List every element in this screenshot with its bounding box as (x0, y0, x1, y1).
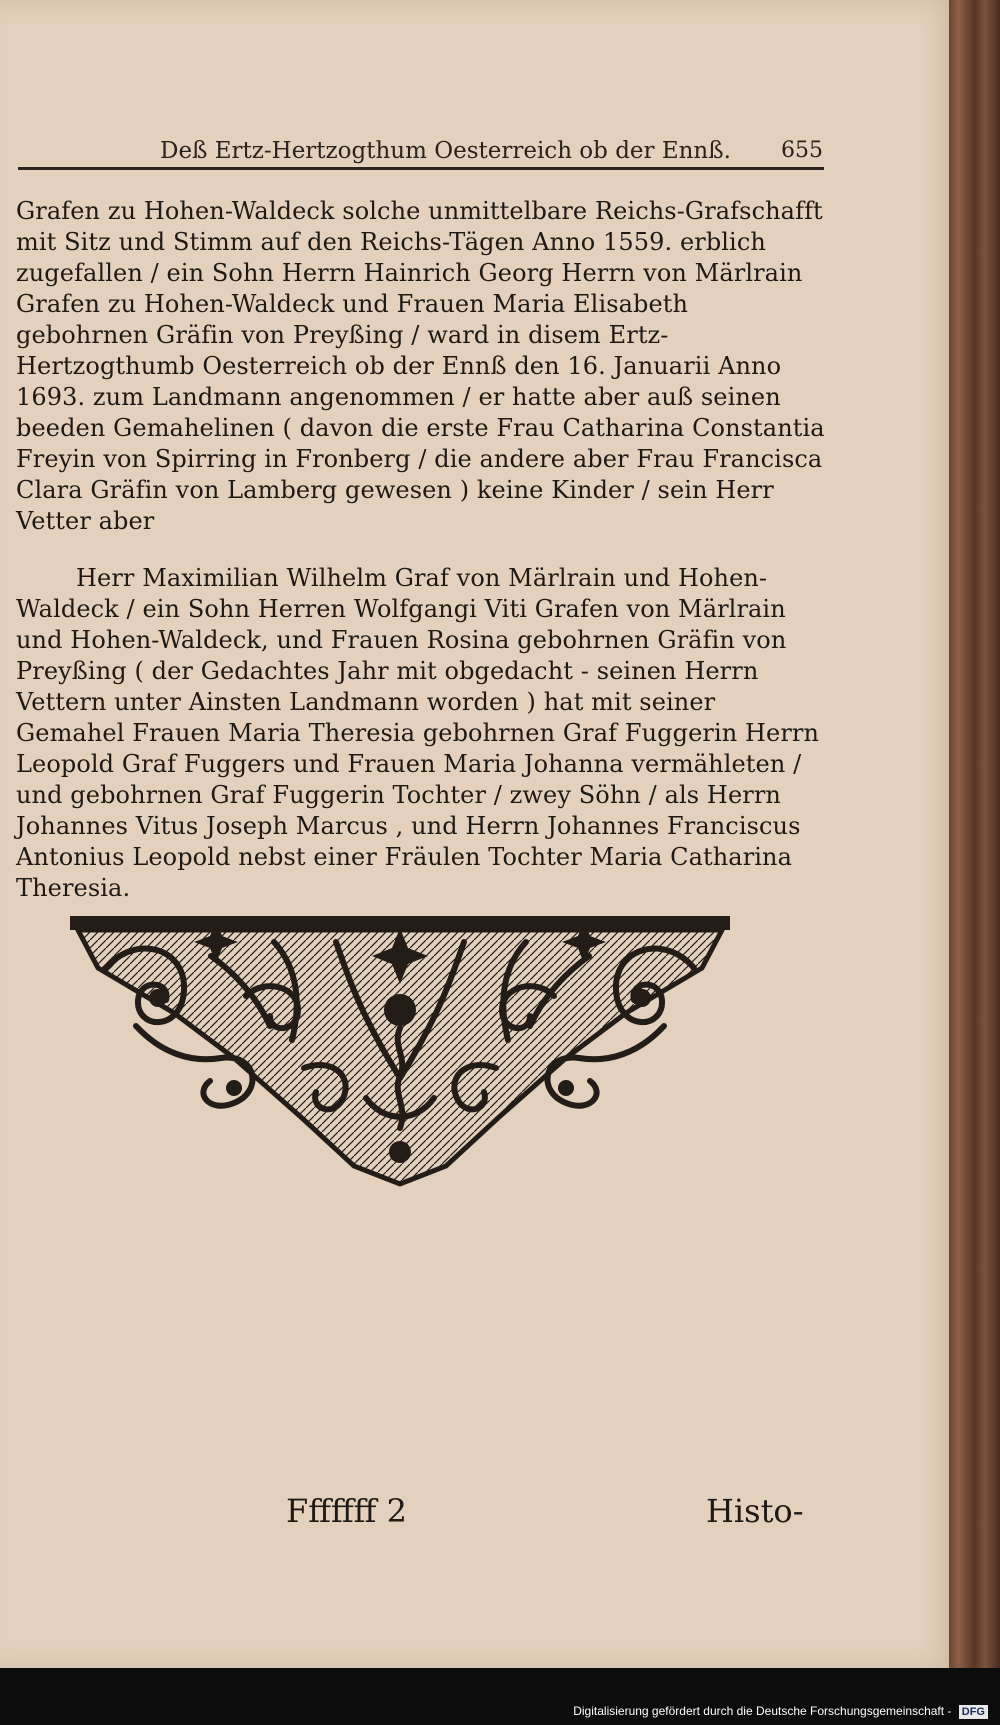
catchword: Histo- (706, 1492, 804, 1530)
footer-bar (0, 1668, 1000, 1725)
catchline (286, 1490, 826, 1540)
paragraph-1: Grafen zu Hohen-Waldeck solche unmittelbare Reichs-Grafschafft mit Sitz und Stimm auf den Reichs-Tägen Anno 1559. erblich zugefallen / ein Sohn Herrn Hainrich Georg Herrn von Märlrain Grafen zu Hohen-Waldeck und Frauen Maria Elisabeth gebohrnen Gräfin von Preyßing / ward in disem Ertz-Hertzogthumb Oesterreich ob der Ennß den 16. Januarii Anno 1693. zum Landmann angenommen / er hatte aber auß seinen beeden Gemahelinen ( davon die erste Frau Catharina Constantia Freyin von Spirring in Fronberg / die andere aber Frau Francisca Clara Gräfin von Lamberg gewesen ) keine Kinder / sein Herr Vetter aber (16, 197, 825, 535)
book-edge (949, 0, 1000, 1668)
credit-text: Digitalisierung gefördert durch die Deutsche Forschungsgemeinschaft - (573, 1704, 952, 1718)
dfg-logo-badge: DFG (959, 1705, 988, 1719)
body-text (16, 196, 826, 904)
signature-mark: Fffffff 2 (286, 1492, 407, 1530)
running-header (18, 136, 824, 172)
printer-ornament-icon (66, 908, 734, 1188)
funding-credit (573, 1703, 988, 1719)
header-rule (18, 167, 824, 170)
page-number: 655 (781, 138, 823, 163)
paragraph-2: Herr Maximilian Wilhelm Graf von Märlrain und Hohen-Waldeck / ein Sohn Herren Wolfgangi Viti Grafen von Märlrain und Hohen-Waldeck, und Frauen Rosina gebohrnen Gräfin von Preyßing ( der Gedachtes Jahr mit obgedacht - seinen Herrn Vettern unter Ainsten Landmann worden ) hat mit seiner Gemahel Frauen Maria Theresia gebohrnen Graf Fuggerin Herrn Leopold Graf Fuggers und Frauen Maria Johanna vermähleten / und gebohrnen Graf Fuggerin Tochter / zwey Söhn / als Herrn Johannes Vitus Joseph Marcus , und Herrn Johannes Franciscus Antonius Leopold nebst einer Fräulen Tochter Maria Catharina Theresia. (16, 564, 820, 902)
header-title: Deß Ertz-Hertzogthum Oesterreich ob der Ennß. (160, 138, 731, 164)
